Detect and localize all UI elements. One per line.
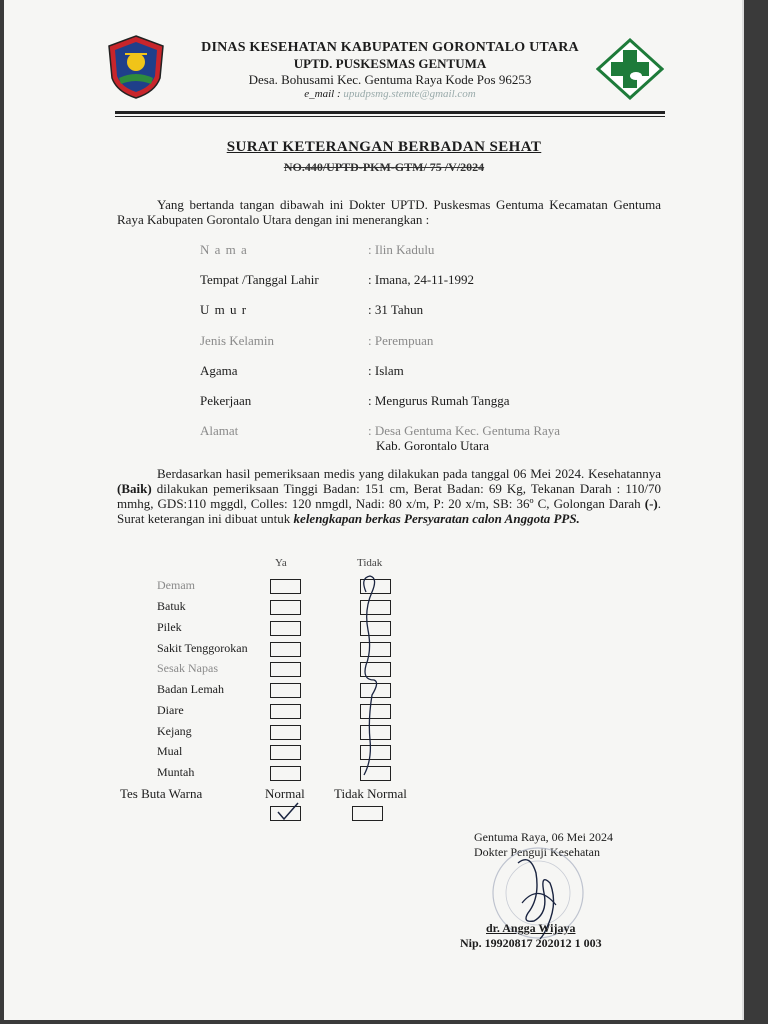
not-normal-label: Tidak Normal bbox=[334, 786, 407, 801]
email-value: upudpsmg.stemte@gmail.com bbox=[343, 88, 476, 100]
header-email bbox=[180, 88, 600, 100]
health-status: (Baik) bbox=[117, 481, 152, 496]
checkbox-yes[interactable] bbox=[270, 662, 301, 677]
field-occupation-value: : Mengurus Rumah Tangga bbox=[368, 393, 510, 408]
symptom-label: Batuk bbox=[157, 599, 186, 613]
checkbox-yes[interactable] bbox=[270, 621, 301, 636]
header-address: Desa. Bohusami Kec. Gentuma Raya Kode Pos 96253 bbox=[248, 72, 532, 87]
result-paragraph bbox=[117, 466, 661, 526]
puskesmas-logo bbox=[596, 38, 664, 100]
signature-doctor-name: dr. Angga Wijaya bbox=[486, 921, 576, 935]
color-test-label: Tes Buta Warna bbox=[120, 786, 203, 801]
checkbox-yes[interactable] bbox=[270, 642, 301, 657]
field-address-line2: Kab. Gorontalo Utara bbox=[376, 438, 489, 453]
checkbox-yes[interactable] bbox=[270, 725, 301, 740]
symptom-label: Sesak Napas bbox=[157, 661, 218, 675]
result-text-1: Berdasarkan hasil pemeriksaan medis yang dilakukan pada tanggal 06 Mei 2024. Kesehatannya bbox=[157, 466, 661, 481]
header-unit: UPTD. PUSKESMAS GENTUMA bbox=[293, 56, 487, 71]
header-rule-thin bbox=[115, 116, 665, 117]
document-title: SURAT KETERANGAN BERBADAN SEHAT bbox=[226, 139, 542, 155]
symptom-label: Mual bbox=[157, 744, 183, 758]
field-religion-label: Agama bbox=[200, 363, 238, 378]
field-name-label: N a m a bbox=[200, 242, 248, 257]
symptom-label: Badan Lemah bbox=[157, 682, 224, 696]
handwritten-check-stroke bbox=[350, 570, 400, 785]
field-gender-label: Jenis Kelamin bbox=[200, 333, 275, 348]
symptom-label: Demam bbox=[157, 578, 195, 592]
field-age-value: : 31 Tahun bbox=[368, 302, 424, 317]
field-occupation-label: Pekerjaan bbox=[200, 393, 252, 408]
intro-paragraph: Yang bertanda tangan dibawah ini Dokter UPTD. Puskesmas Gentuma Kecamatan Gentuma Raya Kabupaten Gorontalo Utara dengan ini menerangkan : bbox=[117, 197, 661, 227]
checkbox-yes[interactable] bbox=[270, 683, 301, 698]
checkbox-yes[interactable] bbox=[270, 704, 301, 719]
col-no-header: Tidak bbox=[357, 557, 383, 569]
field-name-value: : Ilin Kadulu bbox=[368, 242, 435, 257]
field-address-value: : Desa Gentuma Kec. Gentuma Raya bbox=[368, 423, 561, 438]
header-rule-thick bbox=[115, 111, 665, 114]
symptom-label: Pilek bbox=[157, 620, 182, 634]
purpose-text: kelengkapan berkas Persyaratan calon Anggota PPS. bbox=[293, 511, 580, 526]
email-label: e_mail : bbox=[304, 88, 341, 100]
field-birth-value: : Imana, 24-11-1992 bbox=[368, 272, 475, 287]
field-religion-value: : Islam bbox=[368, 363, 404, 378]
symptom-label: Muntah bbox=[157, 765, 195, 779]
col-yes-header: Ya bbox=[275, 557, 287, 569]
blood-type: (-) bbox=[644, 496, 658, 511]
regency-emblem-logo bbox=[105, 34, 167, 100]
checkbox-not-normal[interactable] bbox=[352, 806, 383, 821]
checkbox-yes[interactable] bbox=[270, 600, 301, 615]
symptom-label: Diare bbox=[157, 703, 184, 717]
checkmark-icon bbox=[272, 800, 302, 822]
normal-label: Normal bbox=[265, 786, 305, 801]
checkbox-yes[interactable] bbox=[270, 766, 301, 781]
symptom-label: Sakit Tenggorokan bbox=[157, 641, 248, 655]
field-age-label: U m u r bbox=[200, 302, 248, 317]
checkbox-yes[interactable] bbox=[270, 579, 301, 594]
field-gender-value: : Perempuan bbox=[368, 333, 434, 348]
field-birth-label: Tempat /Tanggal Lahir bbox=[200, 272, 319, 287]
checkbox-yes[interactable] bbox=[270, 745, 301, 760]
header-agency: DINAS KESEHATAN KABUPATEN GORONTALO UTARA bbox=[201, 40, 579, 55]
result-text-2: dilakukan pemeriksaan Tinggi Badan: 151 cm, Berat Badan: 69 Kg, Tekanan Darah : 110/70 mmhg, GDS:110 mggdl, Colles: 120 nmgdl, Nadi: 80 x/m, P: 20 x/m, SB: 36º C, Golongan Darah bbox=[117, 481, 661, 511]
signature-nip: Nip. 19920817 202012 1 003 bbox=[460, 936, 602, 950]
signature-role: Dokter Penguji Kesehatan bbox=[474, 845, 600, 859]
field-address-label: Alamat bbox=[200, 423, 239, 438]
result-text-3: . Surat keterangan ini dibuat untuk bbox=[117, 496, 661, 526]
signature-place-date: Gentuma Raya, 06 Mei 2024 bbox=[474, 830, 613, 844]
symptom-label: Kejang bbox=[157, 724, 192, 738]
document-number: NO.440/UPTD-PKM-GTM/ 75 /V/2024 bbox=[283, 160, 485, 174]
